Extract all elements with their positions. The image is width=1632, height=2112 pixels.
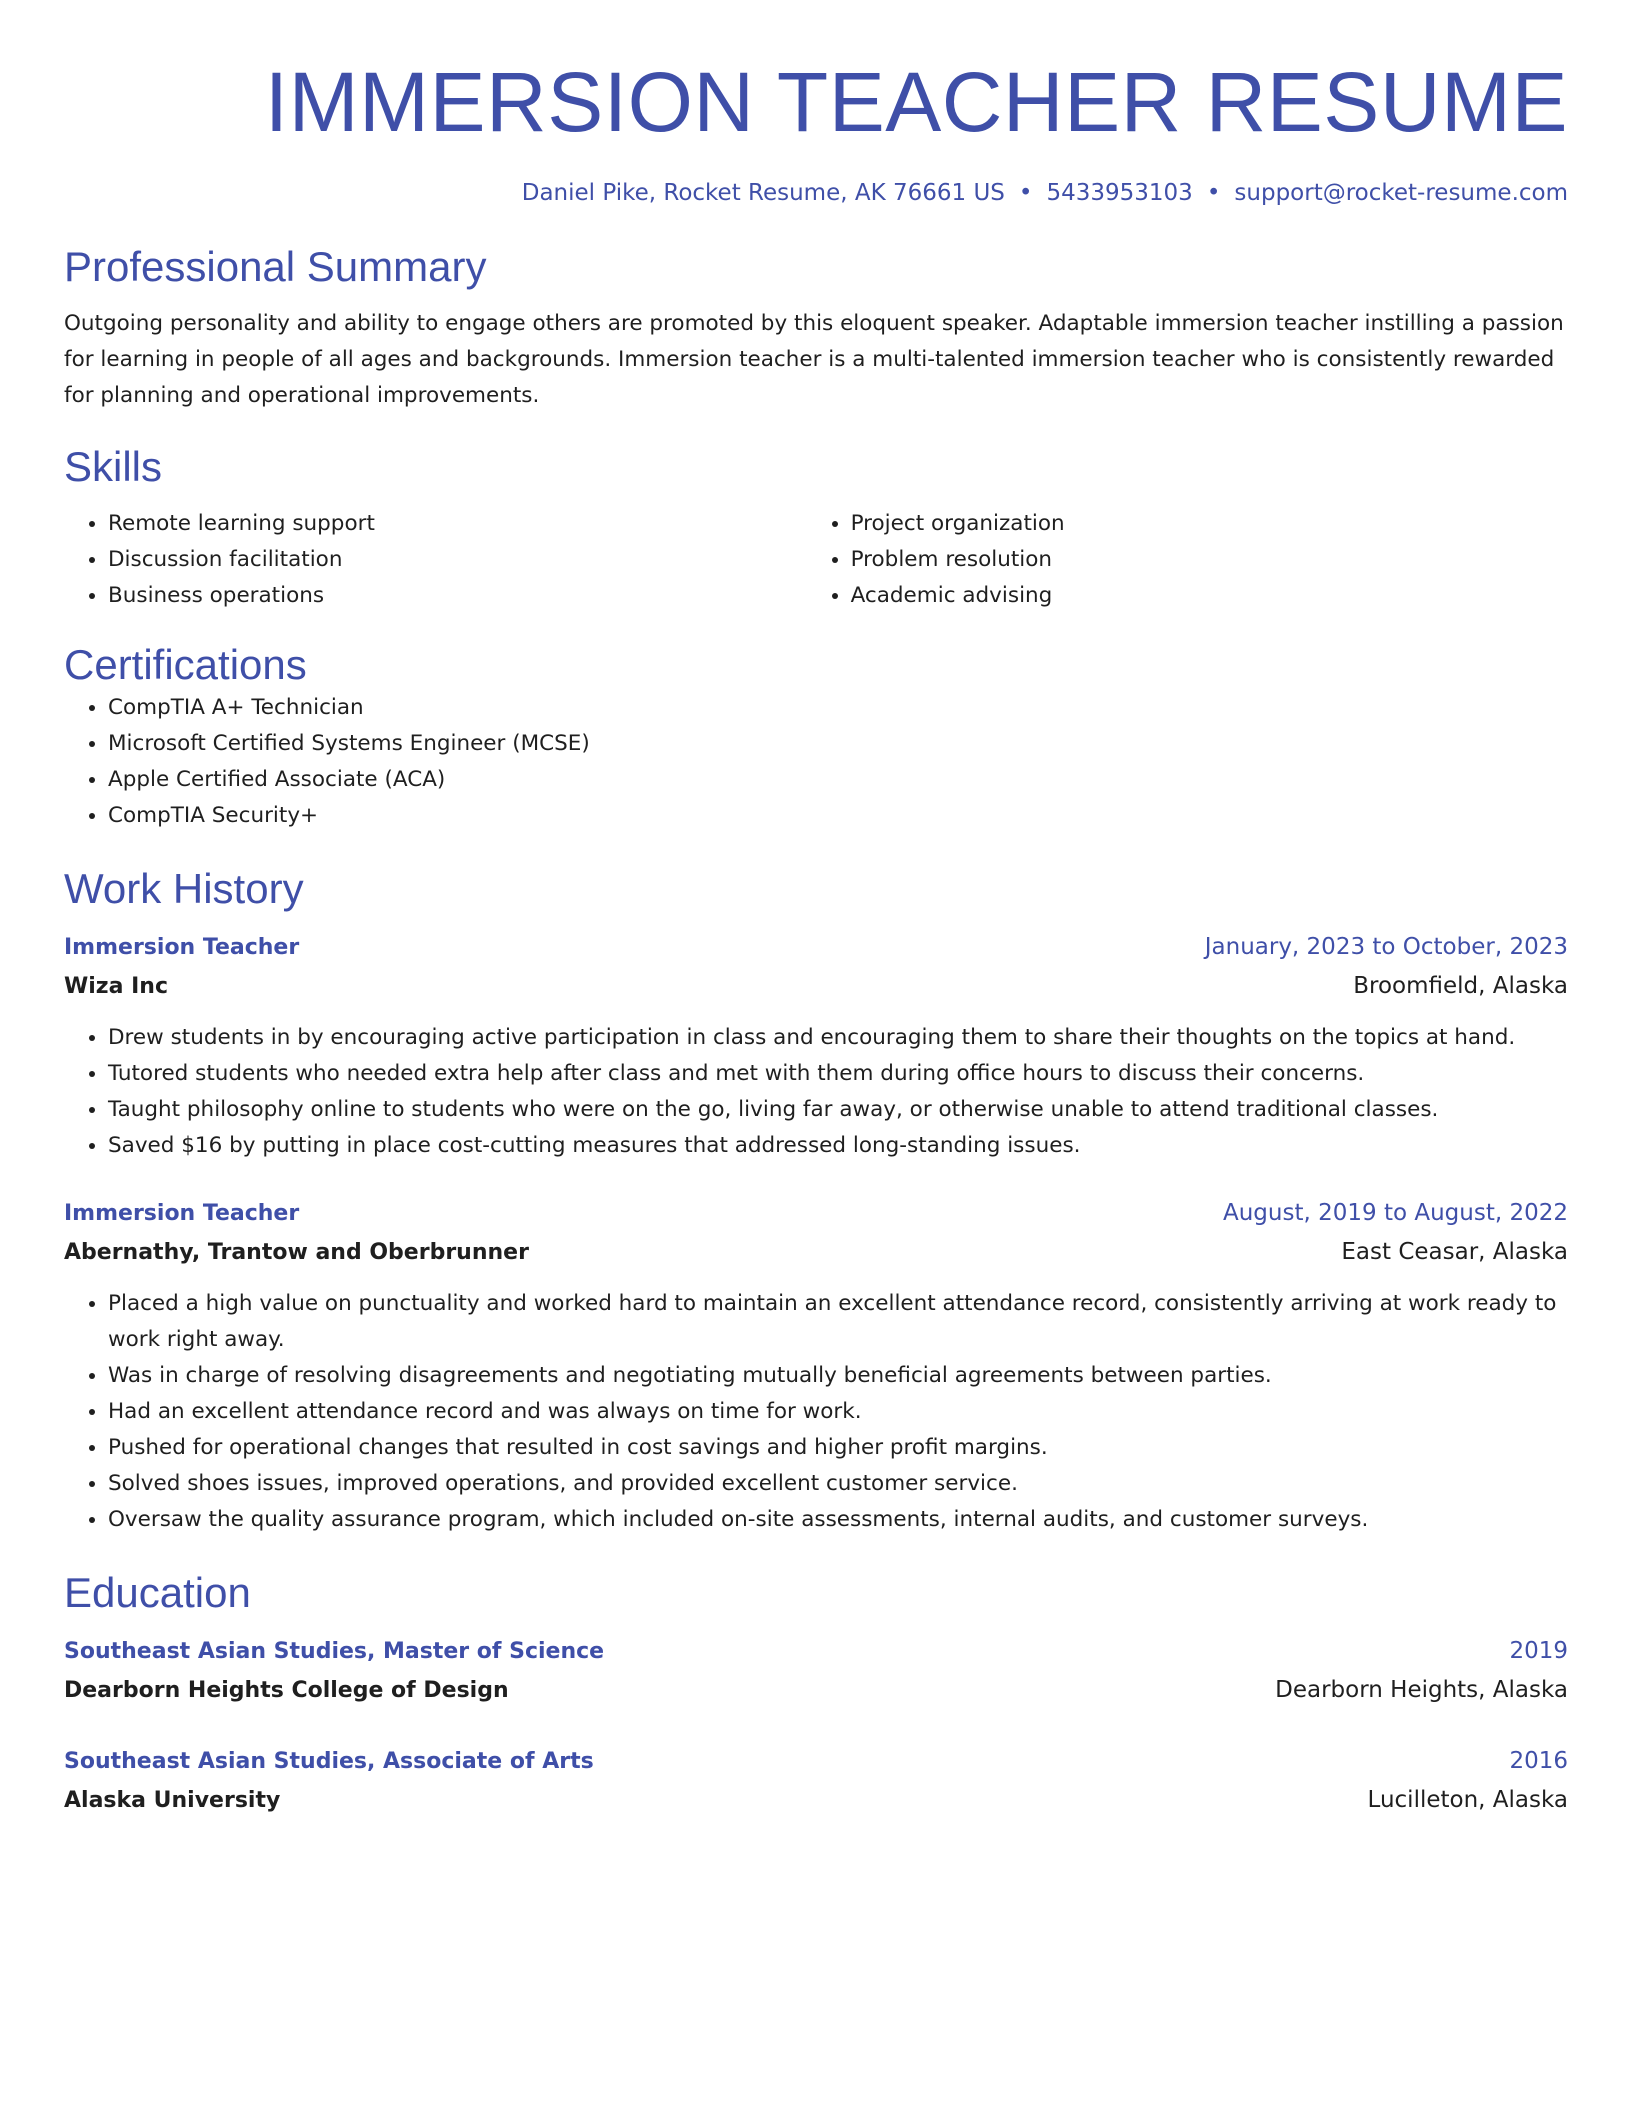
education-school: Dearborn Heights College of Design (64, 1678, 509, 1703)
job-entry (64, 928, 1568, 1164)
contact-line (64, 178, 1568, 208)
education-entry (64, 1742, 1568, 1820)
education-school-row (64, 1671, 1568, 1710)
job-location: East Ceasar, Alaska (1341, 1239, 1568, 1265)
education-location: Dearborn Heights, Alaska (1275, 1677, 1568, 1703)
job-bullet: • Solved shoes issues, improved operations, and provided excellent customer service. (108, 1466, 1568, 1502)
education-degree: Southeast Asian Studies, Master of Science (64, 1639, 605, 1664)
certification-item: • CompTIA Security+ (108, 798, 1568, 834)
education-entry (64, 1632, 1568, 1710)
job-bullet: • Saved $16 by putting in place cost-cutting measures that addressed long-standing issues. (108, 1128, 1568, 1164)
work-history-heading: Work History (64, 865, 304, 912)
skill-item: • Academic advising (851, 578, 1568, 614)
contact-separator: • (1018, 180, 1033, 206)
job-company: Wiza Inc (64, 974, 169, 999)
job-bullet: • Oversaw the quality assurance program, which included on-site assessments, internal audits, and customer surveys. (108, 1502, 1568, 1538)
skills-list-right (807, 506, 1568, 614)
job-header-row (64, 928, 1568, 967)
job-bullet: • Placed a high value on punctuality and worked hard to maintain an excellent attendance record, consistently arriving at work ready to work right away. (108, 1286, 1568, 1358)
education-year: 2019 (1509, 1638, 1568, 1664)
contact-phone: 5433953103 (1046, 180, 1193, 206)
job-dates: January, 2023 to October, 2023 (1204, 934, 1568, 960)
resume-page (64, 52, 1568, 1820)
certification-item: • Apple Certified Associate (ACA) (108, 762, 1568, 798)
job-bullet: • Taught philosophy online to students who were on the go, living far away, or otherwise unable to attend traditional classes. (108, 1092, 1568, 1128)
education-degree-row (64, 1632, 1568, 1671)
job-bullet: • Drew students in by encouraging active participation in class and encouraging them to share their thoughts on the topics at hand. (108, 1020, 1568, 1056)
education-degree-row (64, 1742, 1568, 1781)
job-location: Broomfield, Alaska (1353, 973, 1568, 999)
job-bullet: • Tutored students who needed extra help after class and met with them during office hours to discuss their concerns. (108, 1056, 1568, 1092)
skill-item: • Discussion facilitation (108, 542, 807, 578)
skill-item: • Remote learning support (108, 506, 807, 542)
job-bullets (64, 1286, 1568, 1538)
job-header-row (64, 1194, 1568, 1233)
skills-list-left (64, 506, 807, 614)
job-company: Abernathy, Trantow and Oberbrunner (64, 1240, 529, 1265)
job-dates: August, 2019 to August, 2022 (1223, 1200, 1568, 1226)
job-company-row (64, 967, 1568, 1006)
job-company-row (64, 1233, 1568, 1272)
summary-heading: Professional Summary (64, 243, 487, 290)
summary-text: Outgoing personality and ability to engage others are promoted by this eloquent speaker. Adaptable immersion teacher instilling a passion for learning in people of all ages and backgrounds. Immersion teacher is a multi-talented immersion teacher who is consistently rewarded for planning and operational improvements. (64, 311, 1564, 408)
certification-item: • Microsoft Certified Systems Engineer (MCSE) (108, 726, 1568, 762)
contact-separator: • (1206, 180, 1221, 206)
contact-email: support@rocket-resume.com (1234, 180, 1568, 206)
certification-item: • CompTIA A+ Technician (108, 690, 1568, 726)
skill-item: • Project organization (851, 506, 1568, 542)
certifications-list (64, 690, 1568, 834)
education-school: Alaska University (64, 1788, 281, 1813)
skills-heading: Skills (64, 443, 163, 490)
job-entry (64, 1194, 1568, 1538)
education-degree: Southeast Asian Studies, Associate of Arts (64, 1749, 594, 1774)
certifications-heading: Certifications (64, 641, 307, 688)
job-title: Immersion Teacher (64, 935, 300, 960)
contact-address: Daniel Pike, Rocket Resume, AK 76661 US (521, 180, 1005, 206)
job-bullets (64, 1020, 1568, 1164)
job-bullet: • Was in charge of resolving disagreements and negotiating mutually beneficial agreements between parties. (108, 1358, 1568, 1394)
job-bullet: • Pushed for operational changes that resulted in cost savings and higher profit margins. (108, 1430, 1568, 1466)
education-school-row (64, 1781, 1568, 1820)
skill-item: • Problem resolution (851, 542, 1568, 578)
education-heading: Education (64, 1569, 251, 1616)
job-bullet: • Had an excellent attendance record and was always on time for work. (108, 1394, 1568, 1430)
resume-title: IMMERSION TEACHER RESUME (264, 55, 1568, 149)
job-title: Immersion Teacher (64, 1201, 300, 1226)
education-location: Lucilleton, Alaska (1367, 1787, 1568, 1813)
education-year: 2016 (1509, 1748, 1568, 1774)
skills-grid (64, 506, 1568, 614)
skill-item: • Business operations (108, 578, 807, 614)
